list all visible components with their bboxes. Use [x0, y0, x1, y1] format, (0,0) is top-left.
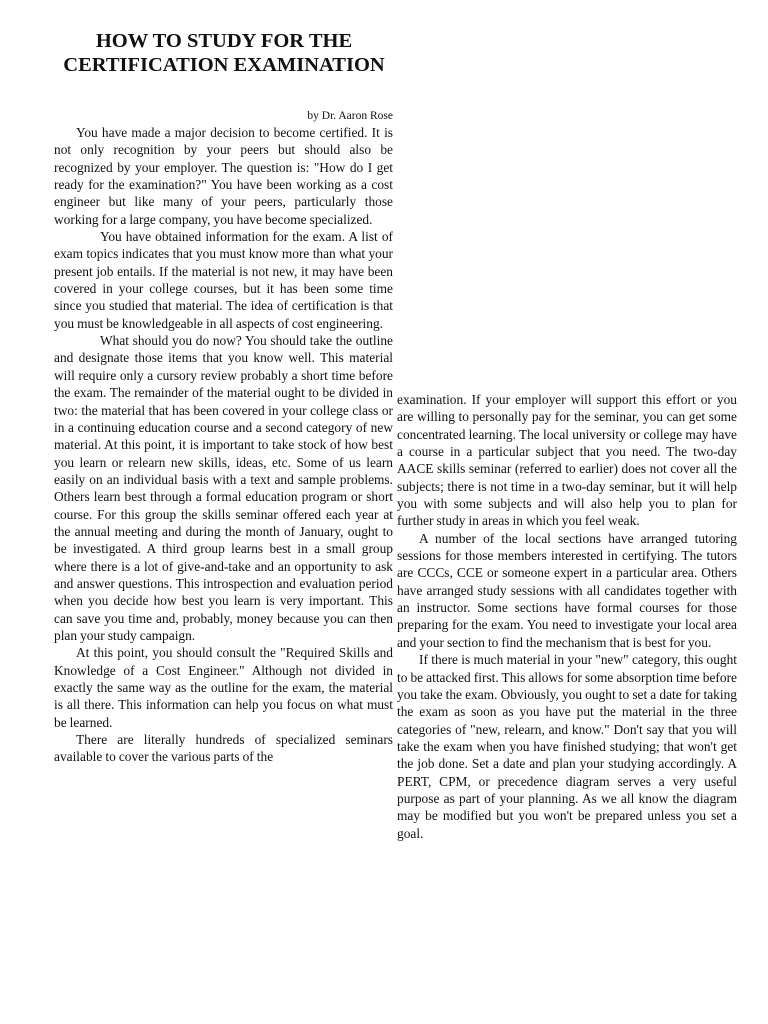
paragraph-3: What should you do now? You should take the outline and designate those items that you know well. This material will require only a cursory review probably a short time before the exam. The remainder of the material ought to be divided in two: the material that has been covered in your college class or in a continuing education course and a second category of new material. At this point, it is important to take stock of how best you learn or relearn new skills, ideas, etc. Some of us learn easily on an individual basis with a text and sample problems. Others learn best through a formal education program or short course. For this group the skills seminar offered each year at the annual meeting and during the month of January, ought to be investigated. A third group learns best in a small group where there is a lot of give-and-take and an opportunity to ask and answer questions. This introspection and evaluation period when you decide how best you learn is very important. This can save you time and, probably, money because you can then plan your study campaign.: [54, 333, 393, 643]
paragraph-5: There are literally hundreds of specialized seminars available to cover the various parts of the: [54, 732, 393, 765]
paragraph-1: You have made a major decision to become certified. It is not only recognition by your peers but should also be recognized by your employer. The question is: "How do I get ready for the examination?" You have been working as a cost engineer but like many of your peers, particularly those working for a large company, you have become specialized.: [54, 125, 393, 227]
left-column: [54, 124, 393, 766]
paragraph-7: A number of the local sections have arranged tutoring sessions for those members interested in certifying. The tutors are CCCs, CCE or someone expert in a particular area. Others have arranged study sessions with all candidates together with an instructor. Some sections have formal courses for those preparing for the exam. You need to investigate your local area and your section to find the mechanism that is best for you.: [397, 530, 737, 650]
article-title: HOW TO STUDY FOR THE CERTIFICATION EXAMINATION: [63, 30, 385, 76]
paragraph-4: At this point, you should consult the "Required Skills and Knowledge of a Cost Engineer." Although not divided in exactly the same way as the outline for the exam, the material is all there. This information can help you focus on what must be learned.: [54, 645, 393, 730]
author-byline: by Dr. Aaron Rose: [307, 110, 393, 122]
paragraph-8: If there is much material in your "new" category, this ought to be attacked first. This allows for some absorption time before you take the exam. Obviously, you ought to set a date for taking the exam as soon as you have put the material in the three categories of "new, relearn, and know." Don't say that you will take the exam when you have finished studying; that won't get the job done. Set a date and plan your studying accordingly. A PERT, CPM, or precedence diagram serves a very useful purpose as part of your planning. As we all know the diagram may be modified but you won't be prepared unless you set a goal.: [397, 652, 737, 841]
paragraph-6: examination. If your employer will support this effort or you are willing to personally pay for the seminar, you can get some concentrated learning. The local university or college may have a course in a particular subject that you need. The two-day AACE skills seminar (referred to earlier) does not cover all the subjects; there is not time in a two-day seminar, but it will help you with some subjects and will also help you to plan for further study in areas in which you feel weak.: [397, 392, 737, 529]
right-column: [397, 391, 737, 842]
paragraph-2: You have obtained information for the exam. A list of exam topics indicates that you must know more than what your present job entails. If the material is not new, it may have been covered in your college courses, but it has been some time since you studied that material. The idea of certification is that you must be knowledgeable in all aspects of cost engineering.: [54, 229, 393, 331]
